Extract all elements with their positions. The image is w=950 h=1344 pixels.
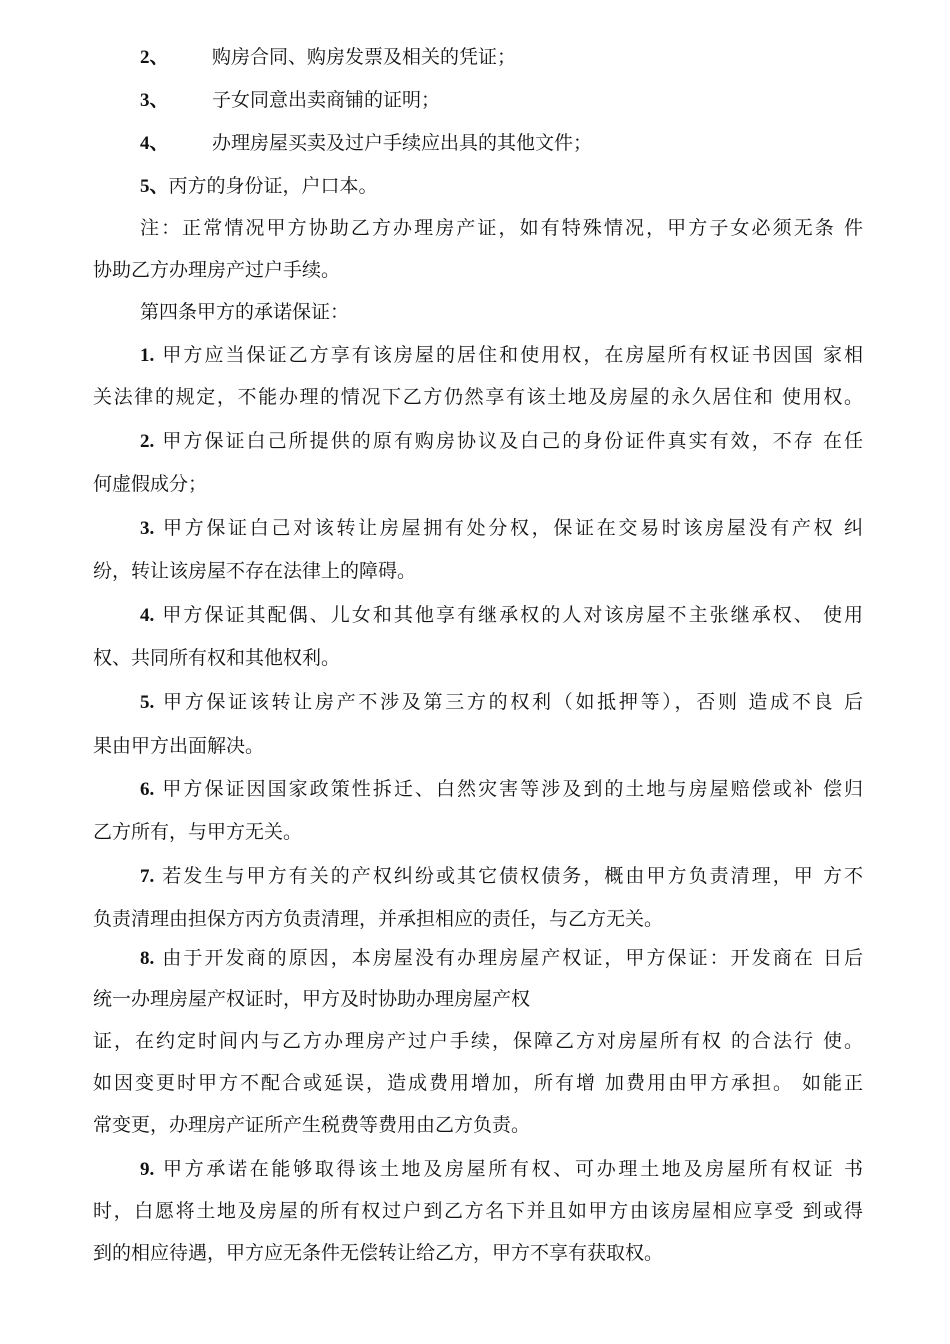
list-item <box>140 88 440 113</box>
clause-number: 7. <box>140 866 155 887</box>
clause-number: 1. <box>140 345 155 366</box>
clause-number: 3. <box>140 518 155 539</box>
clause-line: 权、共同所有权和其他权利。 <box>93 647 341 669</box>
clause-line: 6. 甲方保证因国家政策性拆迁、白然灾害等涉及到的土地与房屋赔偿或补 偿归 <box>140 778 863 800</box>
list-number: 3、 <box>140 90 169 111</box>
list-text: 办理房屋买卖及过户手续应出具的其他文件； <box>212 132 593 154</box>
clause-line: 纷，转让该房屋不存在法律上的障碍。 <box>93 560 417 582</box>
clause-line: 证，在约定时间内与乙方办理房产过户手续，保障乙方对房屋所有权 的合法行 使。 <box>93 1030 863 1052</box>
list-item <box>140 45 516 70</box>
clause-line: 7. 若发生与甲方有关的产权纠纷或其它债权债务，概由甲方负责清理，甲 方不 <box>140 865 863 887</box>
list-item <box>140 174 378 199</box>
note-line: 协助乙方办理房产过户手续。 <box>93 259 341 281</box>
list-text: 购房合同、购房发票及相关的凭证； <box>212 46 517 68</box>
article-title: 第四条甲方的承诺保证： <box>140 301 350 323</box>
clause-number: 9. <box>140 1159 155 1180</box>
clause-number: 2. <box>140 431 155 452</box>
note-line: 注：正常情况甲方协助乙方办理房产证，如有特殊情况，甲方子女必须无条 件 <box>140 217 863 239</box>
list-item <box>140 131 592 156</box>
clause-line: 负责清理由担保方丙方负责清理，并承担相应的责任，与乙方无关。 <box>93 908 664 930</box>
clause-line: 统一办理房屋产权证时，甲方及时协助办理房屋产权 <box>93 988 531 1010</box>
clause-line: 2. 甲方保证白己所提供的原有购房协议及白己的身份证件真实有效，不存 在任 <box>140 430 863 452</box>
clause-line: 9. 甲方承诺在能够取得该土地及房屋所有权、可办理土地及房屋所有权证 书 <box>140 1158 863 1180</box>
list-text: 丙方的身份证，户口本。 <box>168 175 378 197</box>
list-text: 子女同意出卖商铺的证明； <box>212 89 441 111</box>
clause-line: 何虚假成分； <box>93 473 208 495</box>
clause-line: 关法律的规定，不能办理的情况下乙方仍然享有该土地及房屋的永久居住和 使用权。 <box>93 386 863 408</box>
clause-line: 5. 甲方保证该转让房产不涉及第三方的权利（如抵押等），否则 造成不良 后 <box>140 691 863 713</box>
clause-line: 8. 由于开发商的原因，本房屋没有办理房屋产权证，甲方保证：开发商在 日后 <box>140 947 863 969</box>
clause-line: 到的相应待遇，甲方应无条件无偿转让给乙方，甲方不享有获取权。 <box>93 1242 664 1264</box>
clause-number: 8. <box>140 948 155 969</box>
clause-line: 乙方所有，与甲方无关。 <box>93 821 303 843</box>
clause-line: 时，白愿将土地及房屋的所有权过户到乙方名下并且如甲方由该房屋相应享受 到或得 <box>93 1200 863 1222</box>
clause-line: 果由甲方出面解决。 <box>93 735 265 757</box>
clause-line: 1. 甲方应当保证乙方享有该房屋的居住和使用权，在房屋所有权证书因国 家相 <box>140 344 863 366</box>
clause-line: 常变更，办理房产证所产生税费等费用由乙方负责。 <box>93 1114 531 1136</box>
clause-line: 3. 甲方保证白己对该转让房屋拥有处分权，保证在交易时该房屋没有产权 纠 <box>140 517 863 539</box>
clause-line: 4. 甲方保证其配偶、儿女和其他享有继承权的人对该房屋不主张继承权、 使用 <box>140 604 863 626</box>
clause-number: 4. <box>140 605 155 626</box>
clause-number: 5. <box>140 692 155 713</box>
list-number: 5、 <box>140 176 169 197</box>
clause-number: 6. <box>140 779 155 800</box>
clause-line: 如因变更时甲方不配合或延误，造成费用增加，所有增 加费用由甲方承担。 如能正 <box>93 1072 863 1094</box>
list-number: 2、 <box>140 47 169 68</box>
list-number: 4、 <box>140 133 169 154</box>
